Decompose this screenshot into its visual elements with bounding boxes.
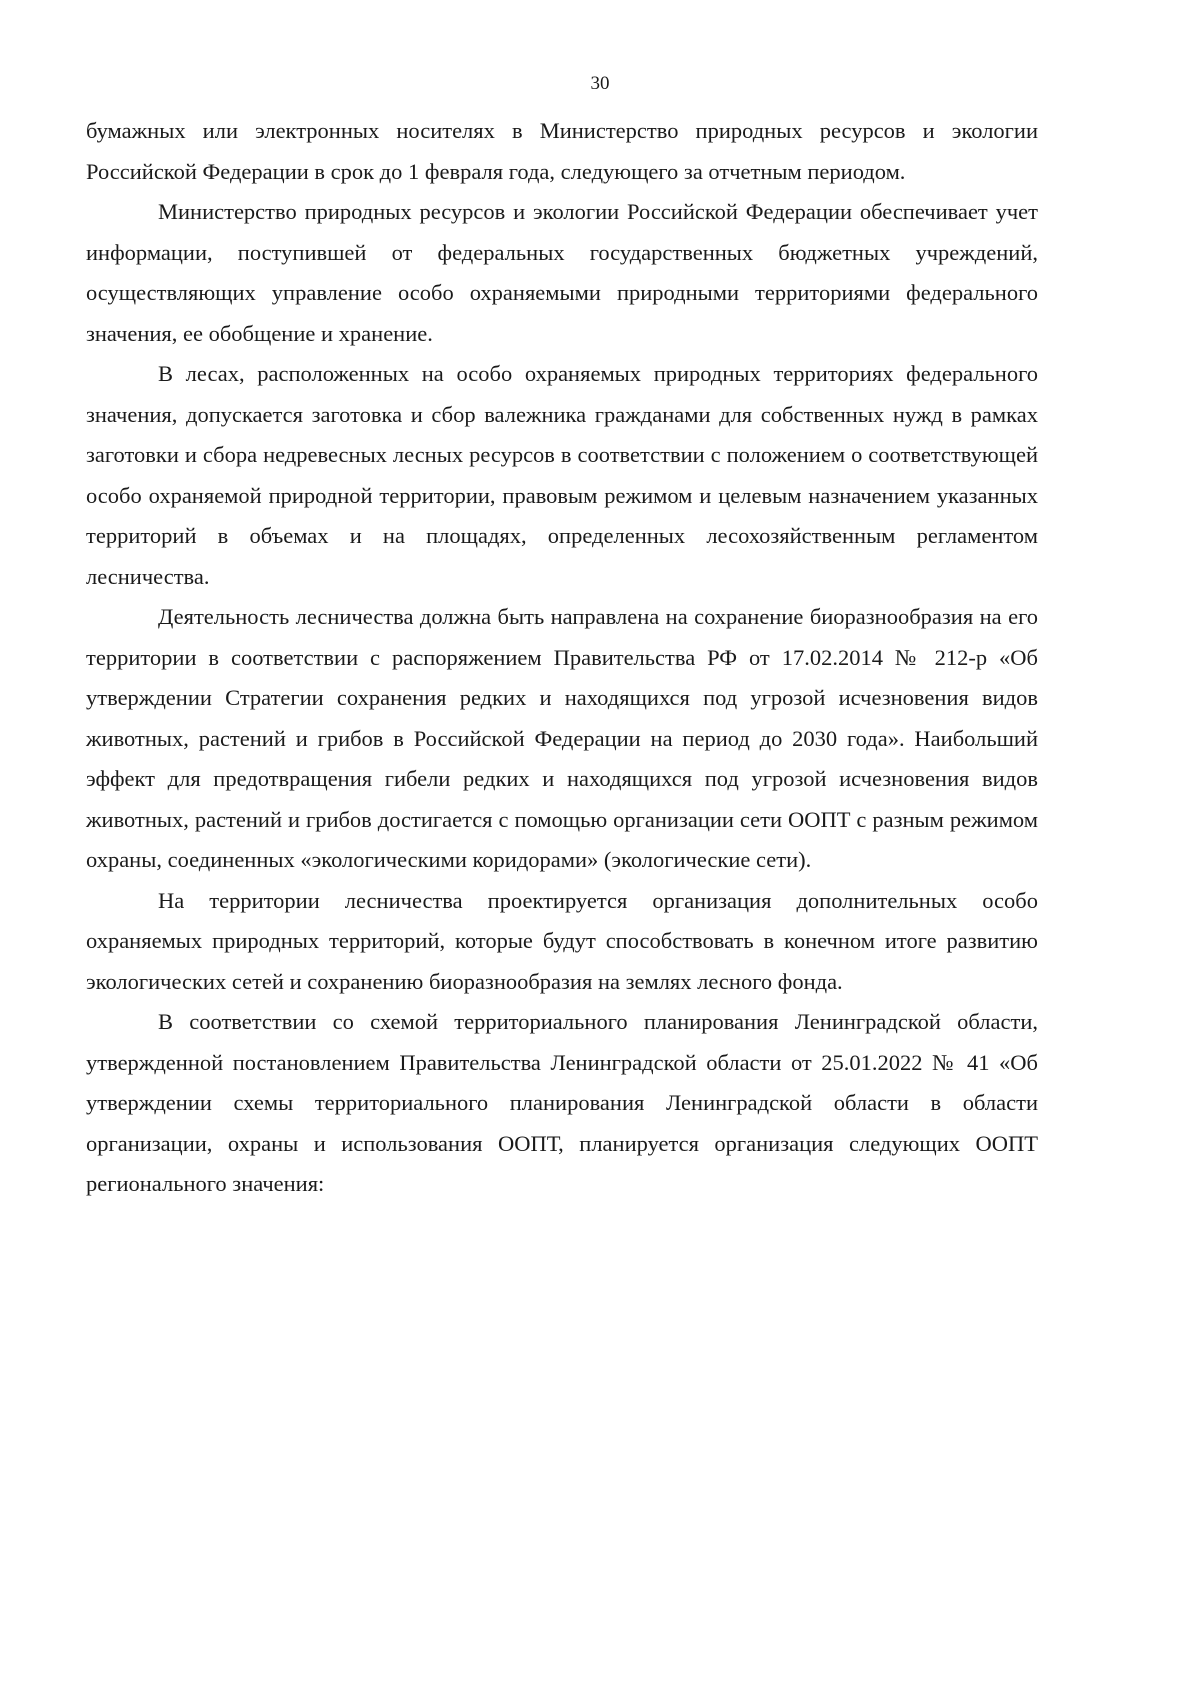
- paragraph: бумажных или электронных носителях в Министерство природных ресурсов и экологии Российской Федерации в срок до 1 февраля года, следующего за отчетным периодом.: [86, 118, 1038, 184]
- paragraph: Министерство природных ресурсов и экологии Российской Федерации обеспечивает учет информации, поступившей от федеральных государственных бюджетных учреждений, осуществляющих управление особо охраняемыми природными территориями федерального значения, ее обобщение и хранение.: [86, 199, 1038, 346]
- paragraph: Деятельность лесничества должна быть направлена на сохранение биоразнообразия на его территории в соответствии с распоряжением Правительства РФ от 17.02.2014 № 212-р «Об утверждении Стратегии сохранения редких и находящихся под угрозой исчезновения видов животных, растений и грибов в Российской Федерации на период до 2030 года». Наибольший эффект для предотвращения гибели редких и находящихся под угрозой исчезновения видов животных, растений и грибов достигается с помощью организации сети ООПТ с разным режимом охраны, соединенных «экологическими коридорами» (экологические сети).: [86, 604, 1038, 872]
- paragraph: На территории лесничества проектируется организация дополнительных особо охраняемых природных территорий, которые будут способствовать в конечном итоге развитию экологических сетей и сохранению биоразнообразия на землях лесного фонда.: [86, 887, 1038, 994]
- page-number: 30: [590, 73, 610, 94]
- document-body: [86, 111, 1038, 1205]
- paragraph: В лесах, расположенных на особо охраняемых природных территориях федерального значения, допускается заготовка и сбор валежника гражданами для собственных нужд в рамках заготовки и сбора недревесных лесных ресурсов в соответствии с положением о соответствующей особо охраняемой природной территории, правовым режимом и целевым назначением указанных территорий в объемах и на площадях, определенных лесохозяйственным регламентом лесничества.: [86, 361, 1038, 589]
- paragraph: В соответствии со схемой территориального планирования Ленинградской области, утвержденной постановлением Правительства Ленинградской области от 25.01.2022 № 41 «Об утверждении схемы территориального планирования Ленинградской области в области организации, охраны и использования ООПТ, планируется организация следующих ООПТ регионального значения:: [86, 1009, 1038, 1196]
